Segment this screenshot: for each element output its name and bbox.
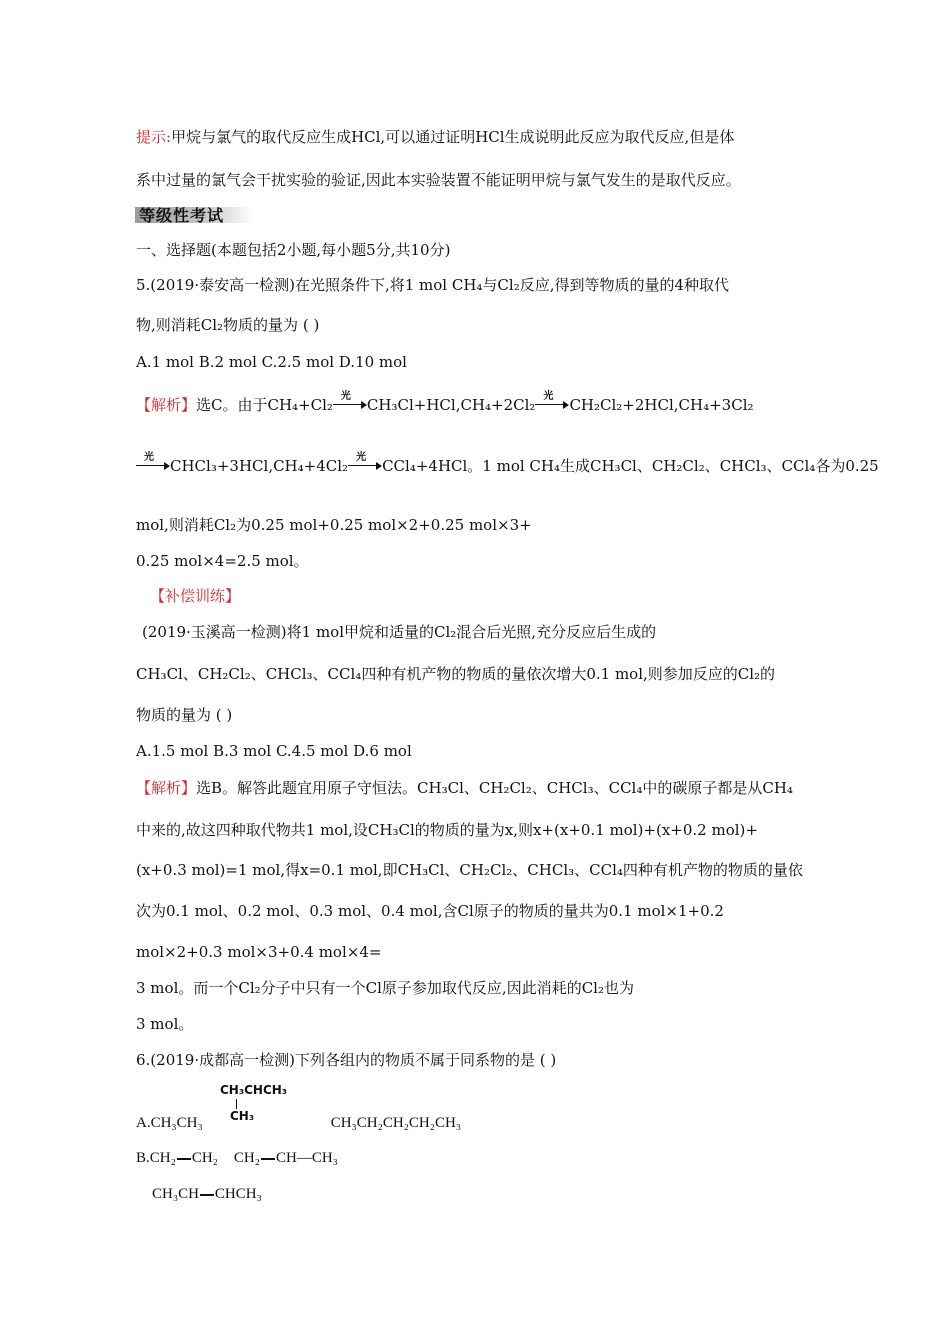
arrow-label: 光 (340, 391, 351, 402)
ap-line-1 (136, 778, 793, 798)
practice-line-3: 物质的量为 ( ) (136, 706, 233, 724)
q6-option-b-4: CH—CH₃ (275, 1150, 338, 1166)
practice-line-1: (2019·玉溪高一检测)将1 mol甲烷和适量的Cl₂混合后光照,充分反应后生成的 (142, 623, 657, 641)
a5-text-1c: CH₂Cl₂+2HCl,CH₄+3Cl₂ (569, 396, 754, 414)
double-bond-icon (200, 1194, 214, 1196)
ap-line-7: 3 mol。 (136, 1015, 194, 1033)
hint-line-2: 系中过量的氯气会干扰实验的验证,因此本实验装置不能证明甲烷与氯气发生的是取代反应。 (136, 171, 741, 189)
practice-options: A.1.5 mol B.3 mol C.4.5 mol D.6 mol (136, 742, 412, 760)
structural-formula (220, 1083, 288, 1123)
hint-label: 提示: (136, 128, 172, 146)
ap-line-5: mol×2+0.3 mol×3+0.4 mol×4= (136, 943, 382, 961)
hint-text-1: 甲烷与氯气的取代反应生成HCl,可以通过证明HCl生成说明此反应为取代反应,但是体 (171, 128, 735, 146)
reaction-arrow-icon (333, 391, 367, 415)
q6-option-b-1: B.CH₂ (136, 1150, 176, 1166)
q6-option-b-line-2 (152, 1184, 262, 1204)
struct-top: CH₃CHCH₃ (220, 1083, 288, 1097)
q6-option-b (136, 1148, 338, 1168)
analysis-label: 【解析】 (136, 779, 197, 797)
double-bond-icon (177, 1158, 191, 1160)
part1-header: 一、选择题(本题包括2小题,每小题5分,共10分) (136, 241, 451, 259)
q6-option-b-2: CH₂ (191, 1150, 218, 1166)
struct-bottom: CH₃ (230, 1109, 255, 1123)
q6-option-a (136, 1113, 461, 1133)
a5-line-3: mol,则消耗Cl₂为0.25 mol+0.25 mol×2+0.25 mol×3+ (136, 516, 532, 534)
section-title: 等级性考试 (139, 206, 225, 225)
q6-option-b2-1: CH₃CH (152, 1186, 199, 1202)
reaction-arrow-icon (348, 452, 382, 476)
hint-line-1 (136, 127, 734, 147)
arrow-label: 光 (356, 452, 367, 463)
arrow-label: 光 (144, 452, 154, 463)
ap-line-3: (x+0.3 mol)=1 mol,得x=0.1 mol,即CH₃Cl、CH₂Cl₂、CHCl₃、CCl₄四种有机产物的物质的量依 (136, 861, 803, 879)
a5-line-4: 0.25 mol×4=2.5 mol。 (136, 552, 309, 570)
ap-line-4: 次为0.1 mol、0.2 mol、0.3 mol、0.4 mol,含Cl原子的物质的量共为0.1 mol×1+0.2 (136, 902, 724, 920)
a5-text-2b: CCl₄+4HCl。1 mol CH₄生成CH₃Cl、CH₂Cl₂、CHCl₃、CCl₄各为0.25 (382, 457, 879, 475)
a5-line-1 (136, 391, 754, 415)
practice-line-2: CH₃Cl、CH₂Cl₂、CHCl₃、CCl₄四种有机产物的物质的量依次增大0.1 mol,则参加反应的Cl₂的 (136, 665, 776, 683)
a5-text-1b: CH₃Cl+HCl,CH₄+2Cl₂ (366, 396, 536, 414)
practice-label: 【补偿训练】 (150, 587, 241, 605)
reaction-arrow-icon (136, 452, 170, 476)
ap-text-1: 选B。解答此题宜用原子守恒法。CH₃Cl、CH₂Cl₂、CHCl₃、CCl₄中的碳原子都是从CH₄ (196, 779, 793, 797)
ap-line-2: 中来的,故这四种取代物共1 mol,设CH₃Cl的物质的量为x,则x+(x+0.1 mol)+(x+0.2 mol)+ (136, 821, 758, 839)
struct-bond (236, 1099, 237, 1109)
q6-option-b2-2: CHCH₃ (214, 1186, 262, 1202)
analysis-label: 【解析】 (136, 396, 197, 414)
q6-option-a-2: CH₃CH₂CH₂CH₂CH₃ (330, 1115, 462, 1131)
arrow-label: 光 (543, 391, 554, 402)
q5-line-2: 物,则消耗Cl₂物质的量为 ( ) (136, 316, 320, 334)
a5-text-1a: 选C。由于CH₄+Cl₂ (196, 396, 333, 414)
q5-options: A.1 mol B.2 mol C.2.5 mol D.10 mol (136, 353, 407, 371)
q6-option-a-1: A.CH₃CH₃ (136, 1115, 203, 1131)
double-bond-icon (261, 1158, 275, 1160)
section-title-bar (135, 203, 255, 225)
q5-line-1: 5.(2019·泰安高一检测)在光照条件下,将1 mol CH₄与Cl₂反应,得到等物质的量的4种取代 (136, 276, 730, 294)
reaction-arrow-icon (535, 391, 569, 415)
a5-line-2 (136, 452, 879, 476)
q6-line-1: 6.(2019·成都高一检测)下列各组内的物质不属于同系物的是 ( ) (136, 1051, 557, 1069)
ap-line-6: 3 mol。而一个Cl₂分子中只有一个Cl原子参加取代反应,因此消耗的Cl₂也为 (136, 979, 634, 997)
q6-option-b-3: CH₂ (233, 1150, 260, 1166)
a5-text-2a: CHCl₃+3HCl,CH₄+4Cl₂ (170, 457, 349, 475)
